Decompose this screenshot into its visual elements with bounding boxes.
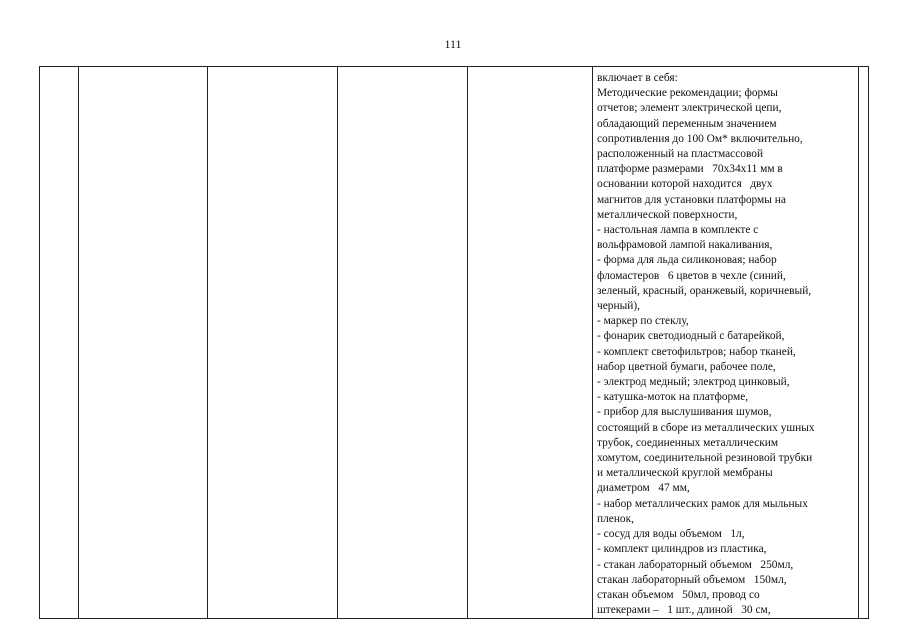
description-text	[597, 71, 854, 618]
description-line: пленок,	[597, 512, 635, 525]
description-line: - комплект светофильтров; набор тканей,	[597, 345, 796, 358]
page-number: 111	[444, 37, 462, 51]
description-line: стакан объемом 50мл, провод со	[597, 588, 760, 601]
table-row	[40, 67, 869, 619]
description-line: обладающий переменным значением	[597, 117, 777, 130]
description-line: - набор металлических рамок для мыльных	[597, 497, 808, 510]
description-line: набор цветной бумаги, рабочее поле,	[597, 360, 776, 373]
description-line: фломастеров 6 цветов в чехле (синий,	[597, 269, 786, 282]
description-line: хомутом, соединительной резиновой трубки	[597, 452, 813, 465]
description-line: - фонарик светодиодный с батарейкой,	[597, 330, 785, 343]
description-line: - сосуд для воды объемом 1л,	[597, 528, 745, 541]
description-line: сопротивления до 100 Ом* включительно,	[597, 132, 803, 145]
table-cell-col-3	[208, 67, 338, 619]
table-cell-col-4	[338, 67, 468, 619]
table-cell-col-2	[79, 67, 208, 619]
table-cell-number	[40, 67, 79, 619]
description-line: вольфрамовой лампой накаливания,	[597, 239, 773, 252]
description-line: платформе размерами 70х34х11 мм в	[597, 163, 783, 176]
description-line: - настольная лампа в комплекте с	[597, 224, 759, 237]
description-line: - электрод медный; электрод цинковый,	[597, 376, 790, 389]
description-line: - прибор для выслушивания шумов,	[597, 406, 772, 419]
description-line: диаметром 47 мм,	[597, 482, 690, 495]
table-cell-last	[859, 67, 869, 619]
description-line: штекерами – 1 шт., длиной 30 см,	[597, 604, 771, 617]
description-line: основании которой находится двух	[597, 178, 773, 191]
description-line: расположенный на пластмассовой	[597, 148, 764, 161]
description-line: магнитов для установки платформы на	[597, 193, 786, 206]
description-line: - стакан лабораторный объемом 250мл,	[597, 558, 794, 571]
description-line: Методические рекомендации; формы	[597, 87, 778, 100]
table-cell-col-5	[468, 67, 593, 619]
description-line: включает в себя:	[597, 72, 678, 84]
description-line: - маркер по стеклу,	[597, 315, 689, 328]
description-line: стакан лабораторный объемом 150мл,	[597, 573, 787, 586]
description-line: черный),	[597, 300, 640, 313]
description-line: - комплект цилиндров из пластика,	[597, 543, 767, 556]
table-cell-description	[593, 67, 859, 619]
description-line: - катушка-моток на платформе,	[597, 391, 749, 404]
description-line: - форма для льда силиконовая; набор	[597, 254, 777, 267]
description-line: зеленый, красный, оранжевый, коричневый,	[597, 284, 812, 297]
description-line: трубок, соединенных металлическим	[597, 436, 779, 449]
description-line: состоящий в сборе из металлических ушных	[597, 421, 815, 434]
description-line: отчетов; элемент электрической цепи,	[597, 102, 782, 115]
description-line: и металлической круглой мембраны	[597, 467, 773, 480]
equipment-table	[39, 66, 869, 619]
description-line: металлической поверхности,	[597, 208, 738, 221]
